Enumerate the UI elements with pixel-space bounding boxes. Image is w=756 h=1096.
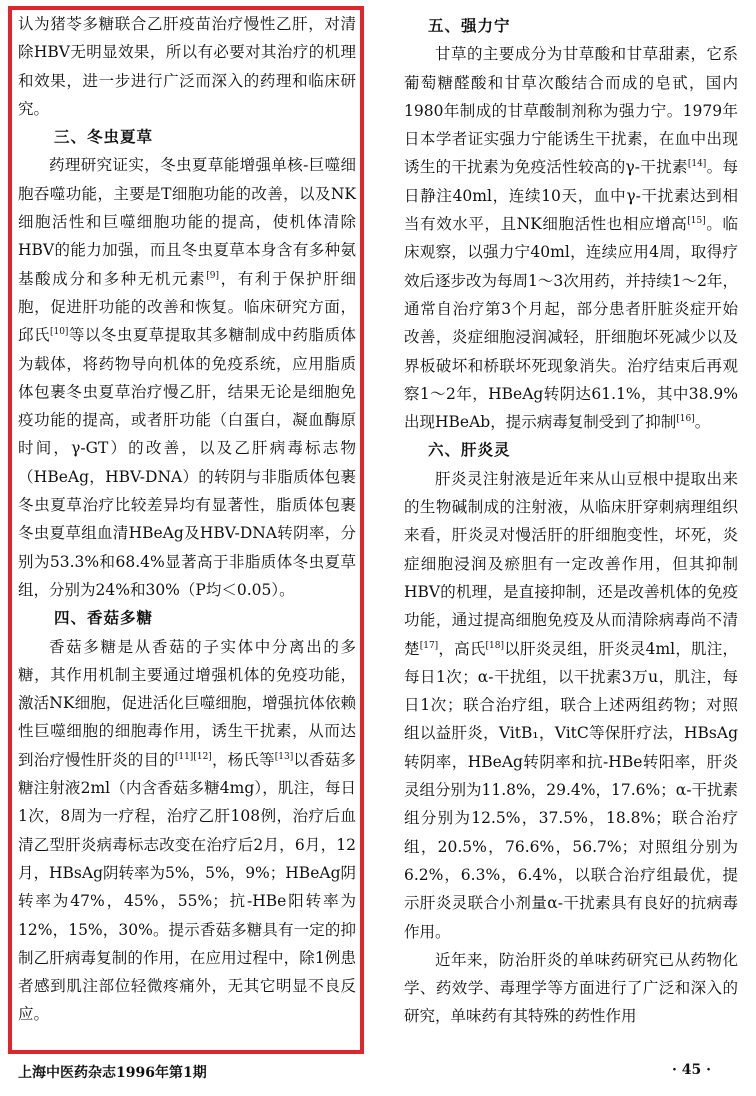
- paragraph-zhuling-conclusion: [18, 10, 356, 123]
- citation-ref: [18]: [485, 640, 505, 651]
- citation-ref: [15]: [687, 215, 706, 226]
- paragraph-text: 。: [694, 413, 711, 432]
- section-heading-qianglining: 五、强力宁: [428, 16, 511, 35]
- citation-ref: [17]: [419, 640, 439, 651]
- paragraph-text: 认为猪苓多糖联合乙肝疫苗治疗慢性乙肝，对清除HBV无明显效果，所以有必要对其治疗的机理和效果，进一步进行广泛而深入的药理和临床研究。: [18, 15, 356, 118]
- paragraph-text: 香菇多糖是从香菇的子实体中分离出的多糖，其作用机制主要通过增强机体的免疫功能，激活NK细胞，促进活化巨噬细胞，增强抗体依赖性巨噬细胞的细胞毒作用，诱生干扰素，从而达到治疗慢性肝炎的目的: [18, 637, 356, 769]
- citation-ref: [16]: [676, 414, 695, 424]
- paragraph-text: 肝炎灵注射液是近年来从山豆根中提取出来的生物碱制成的注射液，从临床肝穿刺病理组织来看，肝炎灵对慢活肝的肝细胞变性，坏死，炎症细胞浸润及瘀胆有一定改善作用，但其抑制HBV的机理，是直接抑制，还是改善机体的免疫功能，通过提高细胞免疫及从而清除病毒尚不清楚: [404, 469, 738, 658]
- paragraph-text: 近年来，防治肝炎的单味药研究已从药物化学、药效学、毒理学等方面进行了广泛和深入的研究，单味药有其特殊的药性作用: [404, 950, 738, 1026]
- paragraph-qianglining: [404, 40, 738, 436]
- paragraph-text: 以香菇多糖注射液2ml（内含香菇多糖4mg），肌注，每日1次，8周为一疗程，治疗乙肝108例，治疗后血清乙型肝炎病毒标志改变在治疗后2月，6月，12月，HBsAg阴转率为5%，5%，9%；HBeAg阴转率为47%，45%，55%；抗-HBe阳转率为12%，15%，30%。提示香菇多糖具有一定的抑制乙肝病毒复制的作用，在应用过程中，除1例患者感到肌注部位轻微疼痛外，无其它明显不良反应。: [18, 750, 356, 1024]
- paragraph-text: 等以冬虫夏草提取其多糖制成中药脂质体为载体，将药物导向机体的免疫系统，应用脂质体包裹冬虫夏草治疗慢乙肝，结果无论是细胞免疫功能的提高，或者肝功能（白蛋白，凝血酶原时间，γ-GT）的改善，以及乙肝病毒标志物（HBeAg，HBV-DNA）的转阴与非脂质体包裹冬虫夏草治疗比较差异均有显著性，脂质体包裹冬虫夏草组血清HBeAg及HBV-DNA转阴率，分别为53.3%和68.4%显著高于非脂质体冬虫夏草组，分别为24%和30%（P均＜0.05）。: [18, 326, 356, 599]
- paragraph-cordyceps: [18, 151, 356, 604]
- citation-ref: [14]: [687, 159, 707, 170]
- paragraph-ganyanling: [404, 465, 738, 946]
- section-heading-lentinan: 四、香菇多糖: [54, 608, 154, 628]
- section-heading-cordyceps: 三、冬虫夏草: [54, 127, 154, 147]
- paragraph-text: ，杨氏等: [211, 750, 275, 769]
- section-heading-ganyanling: 六、肝炎灵: [428, 440, 511, 460]
- paragraph-text: ，有利于保护肝细胞，促进肝功能的改善和恢复。临床研究方面，邱氏: [18, 269, 356, 345]
- citation-ref: [9]: [206, 270, 220, 281]
- paragraph-text: 以肝炎灵组，肝炎灵4ml，肌注，每日1次；α-干扰组，以干扰素3万u，肌注，每日1次；联合治疗组，联合上述两组药物；对照组以益肝炎，VitB₁，VitC等保肝疗法，HBsAg转阴率，HBeAg转阴率和抗-HBe转阳率，肝炎灵组分别为11.8%，29.4%，17.6%；α-干扰素组分别为12.5%，37.5%，18.8%；联合治疗组，20.5%，76.6%，56.7%；对照组分别为6.2%，6.3%，6.4%，以联合治疗组最优，提示肝炎灵联合小剂量α-干扰素具有良好的抗病毒作用。: [404, 639, 738, 941]
- paragraph-text: 药理研究证实，冬虫夏草能增强单核-巨噬细胞吞噬功能，主要是T细胞功能的改善，以及NK细胞活性和巨噬细胞功能的提高，使机体清除HBV的能力加强，而且冬虫夏草本身含有多种氨基酸成分和多种无机元素: [18, 156, 356, 288]
- paragraph-text: 甘草的主要成分为甘草酸和甘草甜素，它系葡萄糖醛酸和甘草次酸结合而成的皂甙，国内1980年制成的甘草酸制剂称为强力宁。1979年日本学者证实强力宁能诱生干扰素，在血中出现诱生的干扰素为免疫活性较高的γ-干扰素: [404, 45, 738, 177]
- paragraph-text: 。每日静注40ml，连续10天，血中γ-干扰素达到相当有效水平，且NK细胞活性也相应增高: [404, 158, 738, 234]
- citation-ref: [10]: [49, 327, 69, 338]
- journal-footer: 上海中医药杂志1996年第1期: [18, 1065, 207, 1081]
- right-column: [404, 12, 738, 1031]
- page-number: · 45 ·: [672, 1062, 711, 1078]
- paragraph-summary: [404, 946, 738, 1031]
- paragraph-text: ，高氏: [438, 639, 486, 658]
- left-column: [18, 10, 356, 1029]
- paragraph-text: 。临床观察，以强力宁40ml，连续应用4周，取得疗效后逐步改为每周1～3次用药，并持续1～2年，通常自治疗第3个月起，部分患者肝脏炎症开始改善，炎症细胞浸润减轻，肝细胞坏死减少以及界板破坏和桥联坏死现象消失。治疗结束后再观察1～2年，HBeAg转阴达61.1%，其中38.9%出现HBeAb，提示病毒复制受到了抑制: [404, 215, 738, 432]
- citation-ref: [12]: [193, 751, 212, 762]
- paragraph-lentinan: [18, 633, 356, 1029]
- citation-ref: [11]: [174, 751, 194, 762]
- citation-ref: [13]: [274, 751, 294, 762]
